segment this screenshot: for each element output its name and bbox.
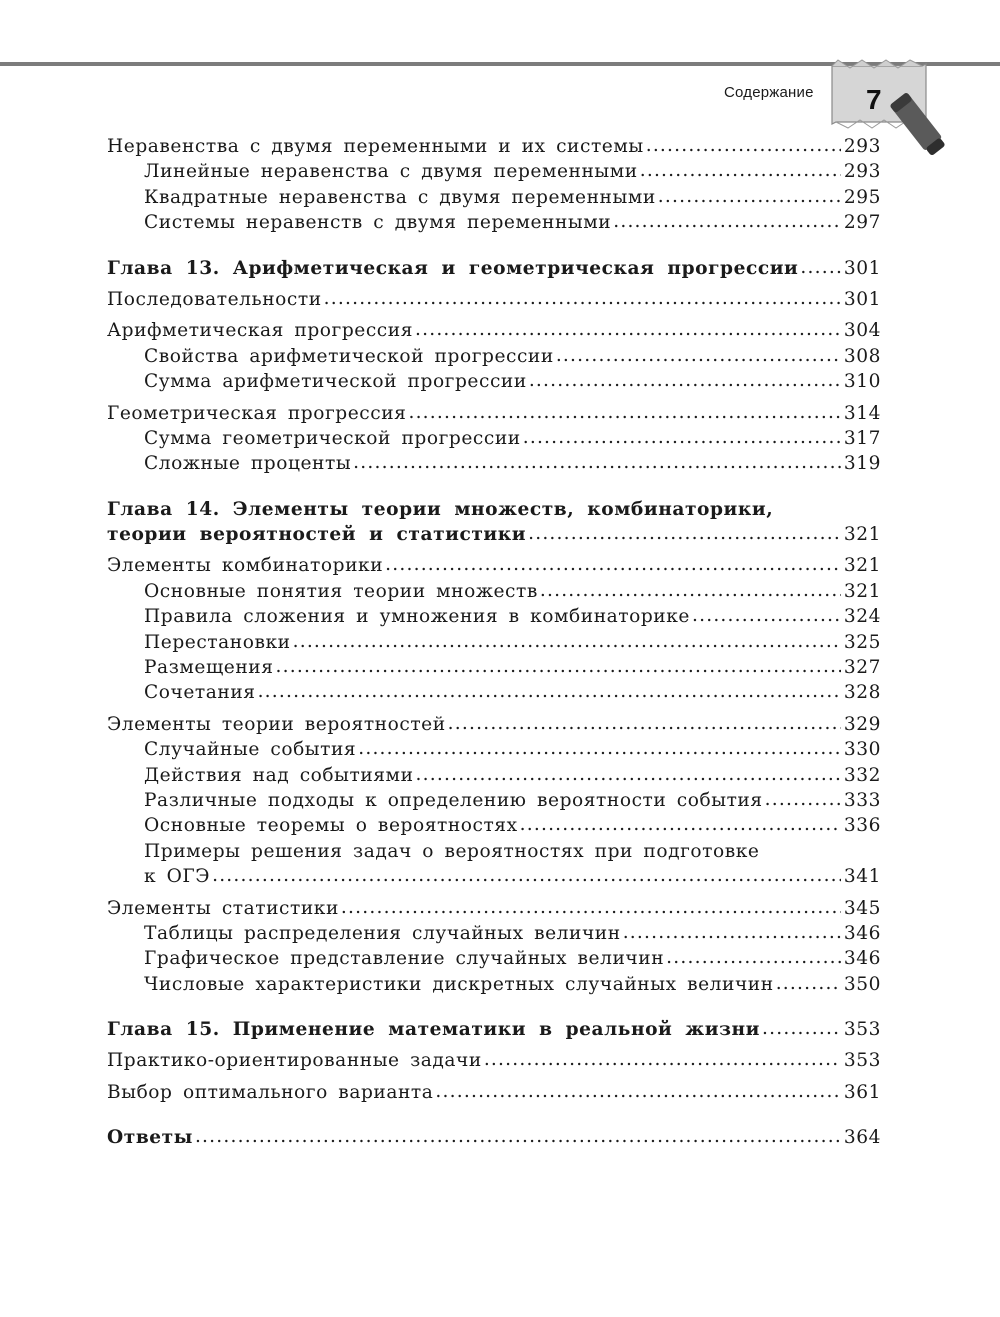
entry-title: Случайные события bbox=[144, 739, 357, 761]
entry-page: 314 bbox=[843, 402, 881, 424]
entry-page: 330 bbox=[843, 739, 881, 761]
entry-title: Неравенства с двумя переменными и их системы bbox=[107, 135, 644, 157]
chapter-heading-14[interactable] bbox=[107, 522, 881, 547]
toc-entry[interactable] bbox=[107, 604, 881, 629]
dot-leader bbox=[800, 255, 840, 280]
entry-page: 329 bbox=[843, 713, 881, 735]
toc-entry[interactable] bbox=[107, 630, 881, 655]
entry-title: Правила сложения и умножения в комбинаторике bbox=[144, 606, 690, 628]
entry-title: Элементы статистики bbox=[107, 897, 339, 919]
toc-entry[interactable] bbox=[107, 287, 881, 312]
entry-title: Размещения bbox=[144, 657, 274, 679]
dot-leader bbox=[353, 450, 841, 475]
entry-page: 346 bbox=[843, 922, 881, 944]
entry-page: 308 bbox=[843, 345, 881, 367]
dot-leader bbox=[529, 368, 841, 393]
entry-page: 353 bbox=[843, 1019, 881, 1041]
chapter-heading-15[interactable] bbox=[107, 1017, 881, 1042]
entry-page: 327 bbox=[843, 657, 881, 679]
entry-title: к ОГЭ bbox=[144, 866, 211, 888]
chapter-title: Ответы bbox=[107, 1127, 193, 1149]
toc-entry[interactable] bbox=[107, 159, 881, 184]
entry-title: Основные понятия теории множеств bbox=[144, 580, 538, 602]
dot-leader bbox=[762, 1016, 841, 1041]
toc-entry[interactable] bbox=[107, 210, 881, 235]
entry-title: Графическое представление случайных величин bbox=[144, 948, 665, 970]
dot-leader bbox=[358, 736, 841, 761]
entry-page: 324 bbox=[843, 606, 881, 628]
entry-title: Числовые характеристики дискретных случайных величин bbox=[144, 973, 774, 995]
entry-page: 353 bbox=[843, 1050, 881, 1072]
dot-leader bbox=[520, 812, 841, 837]
entry-page: 310 bbox=[843, 371, 881, 393]
entry-title: Элементы комбинаторики bbox=[107, 555, 384, 577]
dot-leader bbox=[540, 578, 841, 603]
toc-entry[interactable] bbox=[107, 896, 881, 921]
dot-leader bbox=[195, 1124, 841, 1149]
dot-leader bbox=[556, 343, 841, 368]
toc-entry[interactable] bbox=[107, 1080, 881, 1105]
entry-page: 321 bbox=[843, 555, 881, 577]
toc-entry-line1[interactable]: Примеры решения задач о вероятностях при подготовке bbox=[144, 840, 760, 862]
entry-title: Системы неравенств с двумя переменными bbox=[144, 212, 612, 234]
toc-entry[interactable] bbox=[107, 401, 881, 426]
entry-title: Основные теоремы о вероятностях bbox=[144, 815, 518, 837]
entry-title: Сложные проценты bbox=[144, 453, 352, 475]
dot-leader bbox=[435, 1079, 840, 1104]
entry-title: Свойства арифметической прогрессии bbox=[144, 345, 554, 367]
running-header: Содержание bbox=[724, 84, 814, 101]
dot-leader bbox=[212, 863, 841, 888]
toc-entry[interactable] bbox=[107, 451, 881, 476]
entry-page: 293 bbox=[843, 135, 881, 157]
entry-page: 364 bbox=[843, 1127, 881, 1149]
dot-leader bbox=[324, 286, 841, 311]
entry-page: 346 bbox=[843, 948, 881, 970]
dot-leader bbox=[640, 158, 841, 183]
dot-leader bbox=[613, 209, 841, 234]
dot-leader bbox=[528, 521, 841, 546]
dot-leader bbox=[416, 762, 841, 787]
entry-title: Квадратные неравенства с двумя переменными bbox=[144, 186, 656, 208]
entry-page: 345 bbox=[843, 897, 881, 919]
chapter-heading-13[interactable] bbox=[107, 256, 881, 281]
entry-page: 325 bbox=[843, 631, 881, 653]
entry-title: Перестановки bbox=[144, 631, 291, 653]
dot-leader bbox=[666, 945, 841, 970]
toc-entry[interactable] bbox=[107, 813, 881, 838]
dot-leader bbox=[523, 425, 841, 450]
toc-entry[interactable] bbox=[107, 763, 881, 788]
entry-title: Арифметическая прогрессия bbox=[107, 320, 413, 342]
entry-title: Сумма геометрической прогрессии bbox=[144, 427, 521, 449]
entry-page: 333 bbox=[843, 789, 881, 811]
entry-page: 295 bbox=[843, 186, 881, 208]
entry-page: 361 bbox=[843, 1081, 881, 1103]
entry-page: 297 bbox=[843, 212, 881, 234]
answers-heading[interactable] bbox=[107, 1125, 881, 1150]
dot-leader bbox=[408, 400, 840, 425]
dot-leader bbox=[385, 552, 841, 577]
entry-page: 293 bbox=[843, 161, 881, 183]
dot-leader bbox=[341, 895, 841, 920]
page-number: 7 bbox=[866, 84, 882, 115]
toc-entry[interactable] bbox=[107, 788, 881, 813]
entry-title: Линейные неравенства с двумя переменными bbox=[144, 161, 638, 183]
dot-leader bbox=[658, 184, 841, 209]
entry-page: 319 bbox=[843, 453, 881, 475]
entry-title: Действия над событиями bbox=[144, 764, 414, 786]
dot-leader bbox=[415, 317, 841, 342]
toc-entry[interactable] bbox=[107, 946, 881, 971]
dot-leader bbox=[646, 133, 841, 158]
entry-title: Сумма арифметической прогрессии bbox=[144, 371, 527, 393]
toc-entry[interactable] bbox=[107, 1049, 881, 1074]
toc-entry[interactable] bbox=[107, 134, 881, 159]
entry-page: 301 bbox=[843, 257, 881, 279]
entry-page: 328 bbox=[843, 682, 881, 704]
entry-title: Сочетания bbox=[144, 682, 256, 704]
toc-entry[interactable] bbox=[107, 426, 881, 451]
dot-leader bbox=[623, 920, 841, 945]
entry-page: 350 bbox=[843, 973, 881, 995]
entry-page: 304 bbox=[843, 320, 881, 342]
table-of-contents bbox=[107, 134, 881, 1151]
entry-page: 321 bbox=[843, 580, 881, 602]
entry-title: Геометрическая прогрессия bbox=[107, 402, 407, 424]
toc-entry[interactable] bbox=[107, 864, 881, 889]
toc-entry[interactable] bbox=[107, 712, 881, 737]
toc-entry[interactable] bbox=[107, 579, 881, 604]
chapter-title: Глава 15. Применение математики в реальной жизни bbox=[107, 1019, 760, 1041]
toc-entry[interactable] bbox=[107, 369, 881, 394]
toc-entry[interactable] bbox=[107, 655, 881, 680]
entry-title: Таблицы распределения случайных величин bbox=[144, 922, 621, 944]
toc-entry[interactable] bbox=[107, 185, 881, 210]
entry-page: 332 bbox=[843, 764, 881, 786]
chapter-heading-14-line1[interactable]: Глава 14. Элементы теории множеств, комбинаторики, bbox=[107, 498, 774, 520]
entry-page: 341 bbox=[843, 866, 881, 888]
dot-leader bbox=[293, 629, 841, 654]
toc-entry[interactable] bbox=[107, 972, 881, 997]
entry-page: 301 bbox=[843, 288, 881, 310]
toc-entry[interactable] bbox=[107, 344, 881, 369]
toc-entry[interactable] bbox=[107, 680, 881, 705]
chapter-title: Глава 13. Арифметическая и геометрическая прогрессии bbox=[107, 257, 799, 279]
dot-leader bbox=[776, 971, 841, 996]
toc-entry[interactable] bbox=[107, 318, 881, 343]
entry-title: Элементы теории вероятностей bbox=[107, 713, 446, 735]
toc-entry[interactable] bbox=[107, 737, 881, 762]
dot-leader bbox=[276, 654, 841, 679]
toc-entry[interactable] bbox=[107, 921, 881, 946]
entry-page: 336 bbox=[843, 815, 881, 837]
entry-page: 317 bbox=[843, 427, 881, 449]
dot-leader bbox=[692, 603, 841, 628]
dot-leader bbox=[484, 1047, 841, 1072]
entry-title: Различные подходы к определению вероятности события bbox=[144, 789, 763, 811]
entry-title: Практико-ориентированные задачи bbox=[107, 1050, 482, 1072]
entry-title: Последовательности bbox=[107, 288, 322, 310]
dot-leader bbox=[448, 711, 841, 736]
toc-entry[interactable] bbox=[107, 553, 881, 578]
entry-page: 321 bbox=[843, 524, 881, 546]
dot-leader bbox=[765, 787, 841, 812]
dot-leader bbox=[258, 679, 841, 704]
entry-title: Выбор оптимального варианта bbox=[107, 1081, 434, 1103]
chapter-title: теории вероятностей и статистики bbox=[107, 524, 527, 546]
